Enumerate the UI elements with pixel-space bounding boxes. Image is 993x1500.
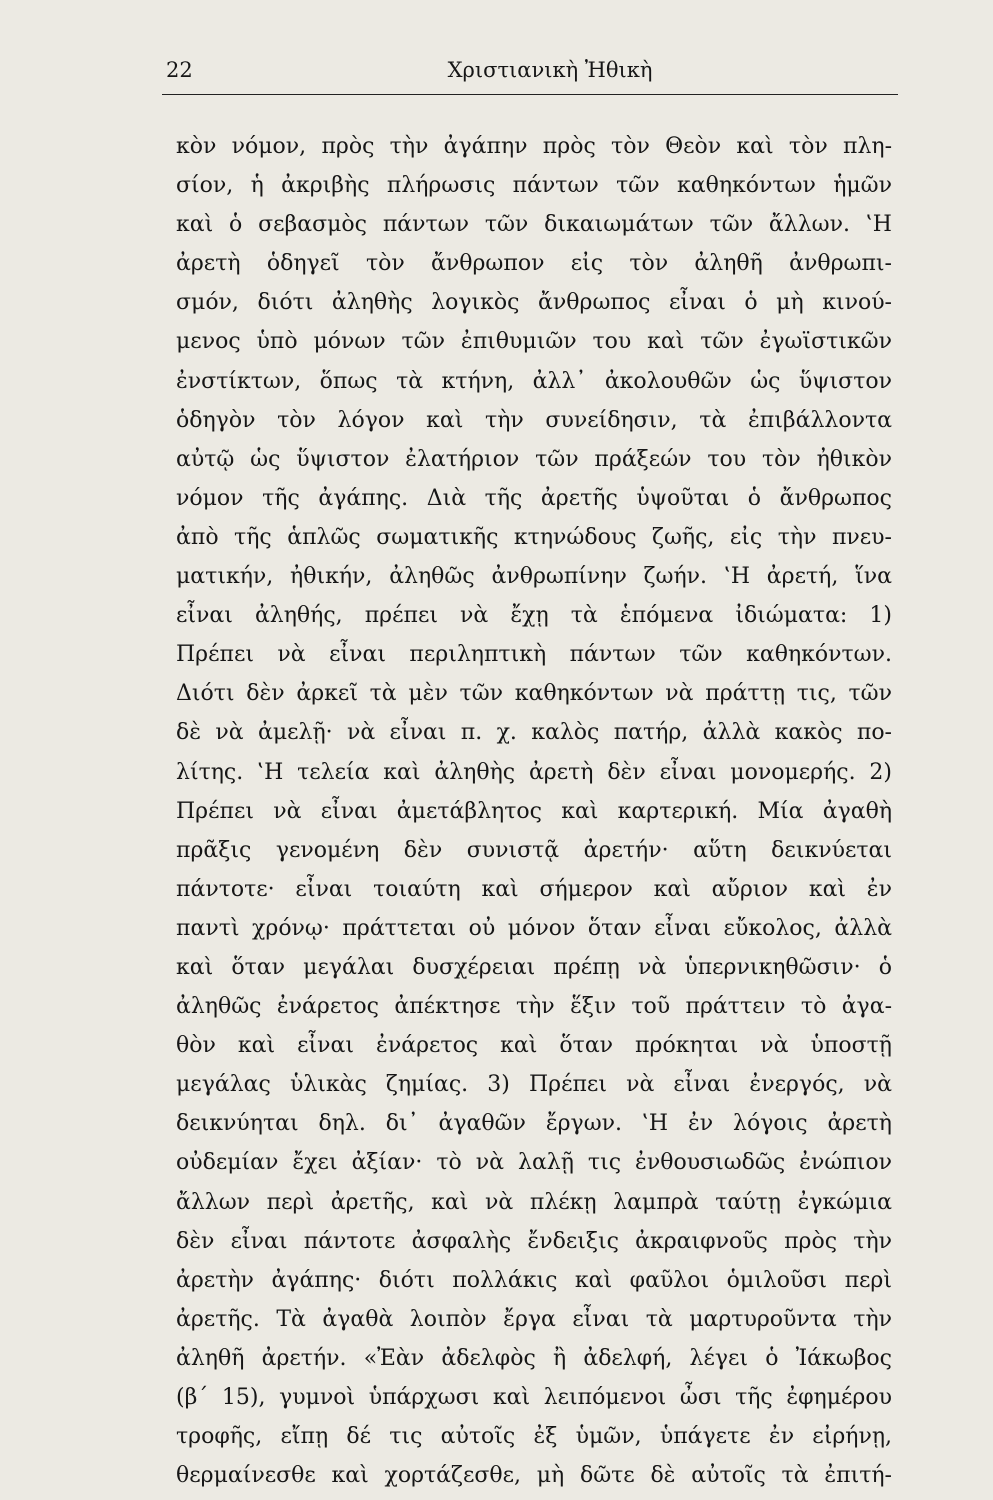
text-line: (β´ 15), γυμνοὶ ὑπάρχωσι καὶ λειπόμενοι ὦσι τῆς ἐφημέρου (176, 1385, 892, 1410)
page-number: 22 (166, 58, 193, 82)
text-line: μεγάλας ὑλικὰς ζημίας. 3) Πρέπει νὰ εἶναι ἐνεργός, νὰ (176, 1072, 892, 1098)
page-header (160, 58, 900, 98)
text-line: ἀπὸ τῆς ἁπλῶς σωματικῆς κτηνώδους ζωῆς, εἰς τὴν πνευ- (176, 524, 892, 550)
text-line: Πρέπει νὰ εἶναι περιληπτικὴ πάντων τῶν καθηκόντων. (176, 642, 892, 668)
text-line: τροφῆς, εἴπῃ δέ τις αὐτοῖς ἐξ ὑμῶν, ὑπάγετε ἐν εἰρήνῃ, (176, 1424, 892, 1450)
text-line: ὁδηγὸν τὸν λόγον καὶ τὴν συνείδησιν, τὰ ἐπιβάλλοντα (176, 407, 892, 433)
text-line: καὶ ὁ σεβασμὸς πάντων τῶν δικαιωμάτων τῶν ἄλλων. ‛Η (176, 212, 892, 238)
text-line: ματικήν, ἠθικήν, ἀληθῶς ἀνθρωπίνην ζωήν. ‛Η ἀρετή, ἵνα (176, 564, 892, 590)
text-line: ἐνστίκτων, ὅπως τὰ κτήνη, ἀλλ᾽ ἀκολουθῶν ὡς ὕψιστον (176, 368, 892, 394)
text-line: οὐδεμίαν ἔχει ἀξίαν· τὸ νὰ λαλῇ τις ἐνθουσιωδῶς ἐνώπιον (176, 1150, 892, 1176)
header-rule (162, 94, 898, 95)
text-line: εἶναι ἀληθής, πρέπει νὰ ἔχῃ τὰ ἑπόμενα ἰδιώματα: 1) (176, 603, 892, 629)
text-line: καὶ ὅταν μεγάλαι δυσχέρειαι πρέπῃ νὰ ὑπερνικηθῶσιν· ὁ (176, 954, 892, 980)
text-line: ἄλλων περὶ ἀρετῆς, καὶ νὰ πλέκῃ λαμπρὰ ταύτῃ ἐγκώμια (176, 1189, 892, 1215)
text-line: ἀληθῆ ἀρετήν. «Ἐὰν ἀδελφὸς ἢ ἀδελφή, λέγει ὁ Ἰάκωβος (176, 1345, 892, 1371)
text-line: ἀρετὴν ἀγάπης· διότι πολλάκις καὶ φαῦλοι ὁμιλοῦσι περὶ (176, 1267, 892, 1293)
text-line: ἀληθῶς ἐνάρετος ἀπέκτησε τὴν ἕξιν τοῦ πράττειν τὸ ἀγα- (176, 994, 892, 1020)
text-line: κὸν νόμον, πρὸς τὴν ἀγάπην πρὸς τὸν Θεὸν καὶ τὸν πλη- (176, 134, 892, 159)
text-line: ἀρετῆς. Τὰ ἀγαθὰ λοιπὸν ἔργα εἶναι τὰ μαρτυροῦντα τὴν (176, 1306, 892, 1332)
text-line: δὲ νὰ ἀμελῇ· νὰ εἶναι π. χ. καλὸς πατήρ, ἀλλὰ κακὸς πο- (176, 720, 892, 746)
text-line: σμόν, διότι ἀληθὴς λογικὸς ἄνθρωπος εἶναι ὁ μὴ κινού- (176, 290, 892, 316)
text-line: νόμον τῆς ἀγάπης. Διὰ τῆς ἀρετῆς ὑψοῦται ὁ ἄνθρωπος (176, 485, 892, 511)
text-line: δὲν εἶναι πάντοτε ἀσφαλὴς ἔνδειξις ἀκραιφνοῦς πρὸς τὴν (176, 1228, 892, 1254)
text-line: παντὶ χρόνῳ· πράττεται οὐ μόνον ὅταν εἶναι εὔκολος, ἀλλὰ (176, 915, 892, 941)
running-title: Χριστιανικὴ Ἠθικὴ (447, 58, 653, 82)
text-line: μενος ὑπὸ μόνων τῶν ἐπιθυμιῶν του καὶ τῶν ἐγωϊστικῶν (176, 329, 892, 355)
text-line: ἀρετὴ ὁδηγεῖ τὸν ἄνθρωπον εἰς τὸν ἀληθῆ ἀνθρωπι- (176, 251, 892, 277)
text-line: σίον, ἡ ἀκριβὴς πλήρωσις πάντων τῶν καθηκόντων ἡμῶν (176, 173, 892, 199)
body-text (176, 127, 892, 1495)
text-line: πρᾶξις γενομένη δὲν συνιστᾷ ἀρετήν· αὕτη δεικνύεται (176, 837, 892, 863)
text-line: Διότι δὲν ἀρκεῖ τὰ μὲν τῶν καθηκόντων νὰ πράττῃ τις, τῶν (176, 681, 892, 707)
text-line: θερμαίνεσθε καὶ χορτάζεσθε, μὴ δῶτε δὲ αὐτοῖς τὰ ἐπιτή- (176, 1463, 892, 1489)
text-line: αὐτῷ ὡς ὕψιστον ἐλατήριον τῶν πράξεών του τὸν ἠθικὸν (176, 446, 892, 472)
text-line: θὸν καὶ εἶναι ἐνάρετος καὶ ὅταν πρόκηται νὰ ὑποστῇ (176, 1033, 892, 1059)
text-line: λίτης. ‛Η τελεία καὶ ἀληθὴς ἀρετὴ δὲν εἶναι μονομερής. 2) (176, 759, 892, 785)
text-line: πάντοτε· εἶναι τοιαύτη καὶ σήμερον καὶ αὔριον καὶ ἐν (176, 876, 892, 902)
text-line: δεικνύηται δηλ. δι᾽ ἀγαθῶν ἔργων. ‛Η ἐν λόγοις ἀρετὴ (176, 1111, 892, 1137)
text-line: Πρέπει νὰ εἶναι ἀμετάβλητος καὶ καρτερική. Μία ἀγαθὴ (176, 798, 892, 824)
